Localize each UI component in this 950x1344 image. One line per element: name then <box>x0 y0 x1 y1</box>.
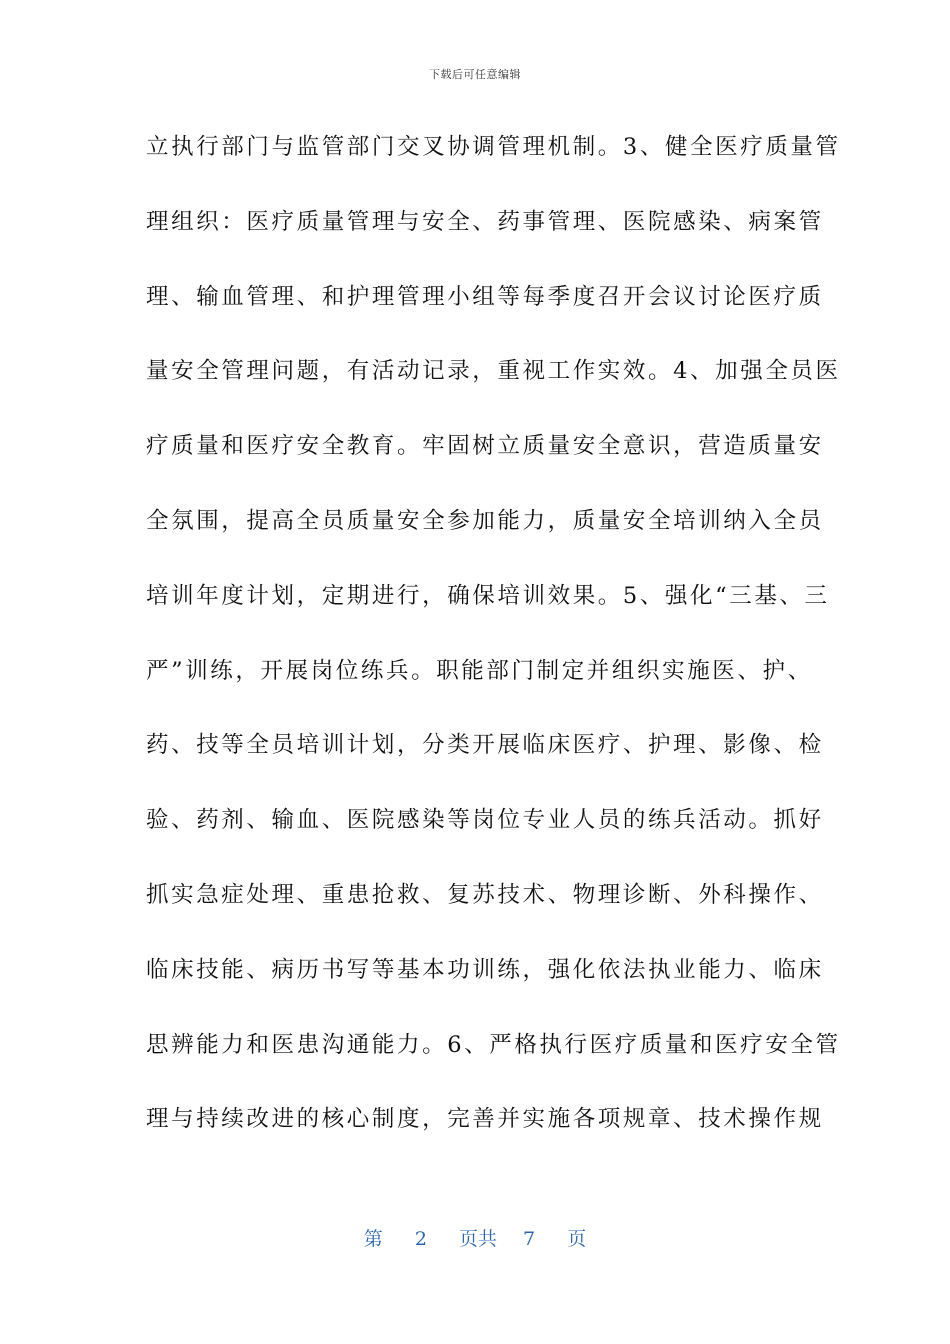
total-page-count: 7 <box>523 1228 536 1250</box>
footer-prefix: 第 <box>363 1228 383 1250</box>
page-footer <box>0 1224 950 1251</box>
body-line: 疗质量和医疗安全教育。牢固树立质量安全意识，营造质量安 <box>146 433 824 460</box>
body-line: 药、技等全员培训计划，分类开展临床医疗、护理、影像、检 <box>146 732 824 759</box>
page-header: 下载后可任意编辑 <box>429 68 521 81</box>
body-line: 量安全管理问题，有活动记录，重视工作实效。4、加强全员医 <box>146 358 841 385</box>
footer-suffix: 页 <box>567 1228 587 1250</box>
document-body <box>146 120 841 1167</box>
body-line: 全氛围，提高全员质量安全参加能力，质量安全培训纳入全员 <box>146 507 824 534</box>
body-line: 严”训练，开展岗位练兵。职能部门制定并组织实施医、护、 <box>146 657 813 684</box>
body-line: 理组织：医疗质量管理与安全、药事管理、医院感染、病案管 <box>146 208 824 235</box>
body-line: 抓实急症处理、重患抢救、复苏技术、物理诊断、外科操作、 <box>146 881 824 908</box>
body-line: 培训年度计划，定期进行，确保培训效果。5、强化“三基、三 <box>146 582 830 609</box>
body-line: 临床技能、病历书写等基本功训练，强化依法执业能力、临床 <box>146 956 824 983</box>
body-line: 思辨能力和医患沟通能力。6、严格执行医疗质量和医疗安全管 <box>146 1031 841 1058</box>
current-page-number: 2 <box>414 1228 427 1250</box>
footer-middle: 页共 <box>458 1228 497 1250</box>
body-line: 理与持续改进的核心制度，完善并实施各项规章、技术操作规 <box>146 1106 824 1133</box>
body-line: 验、药剂、输血、医院感染等岗位专业人员的练兵活动。抓好 <box>146 807 824 834</box>
body-line: 理、输血管理、和护理管理小组等每季度召开会议讨论医疗质 <box>146 283 824 310</box>
body-line: 立执行部门与监管部门交叉协调管理机制。3、健全医疗质量管 <box>146 134 841 160</box>
